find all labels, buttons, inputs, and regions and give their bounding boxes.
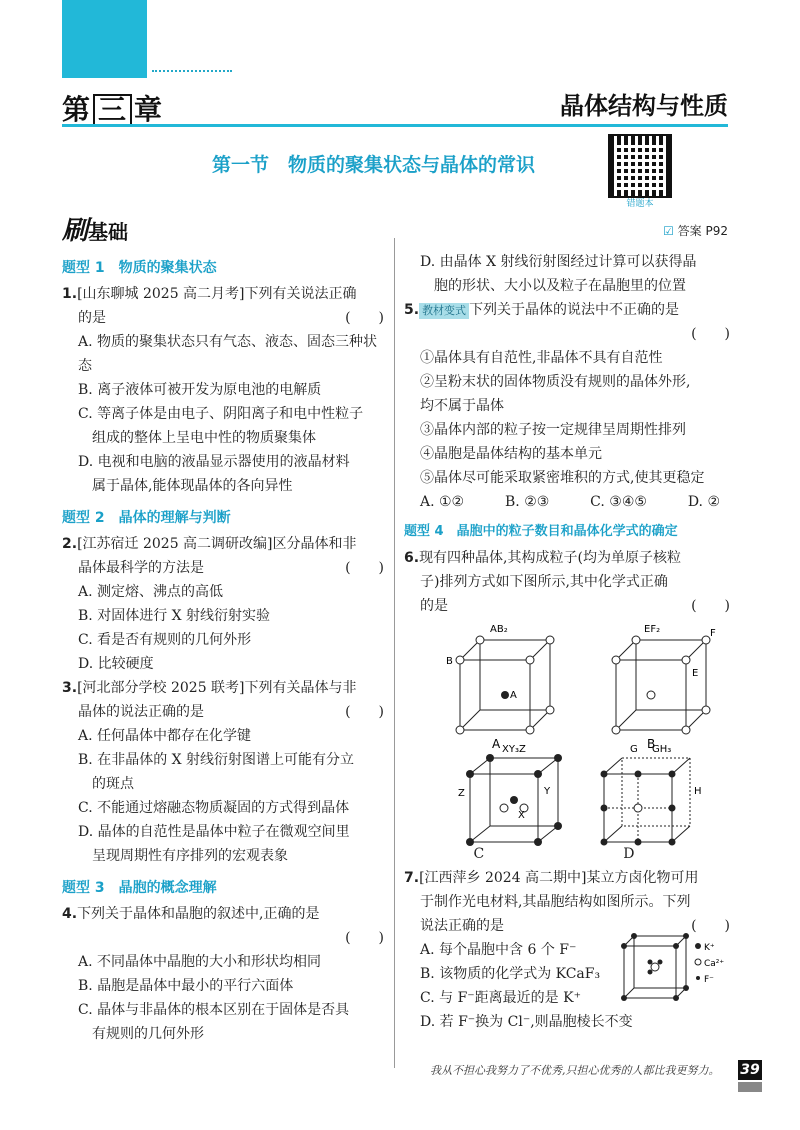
q5-option-a[interactable]: A. ①② [420,494,465,510]
q1-answer-blank[interactable]: ( ) [345,310,384,326]
footer-motto: 我从不担心我努力了不优秀,只担心优秀的人都比我更努力。 [430,1064,720,1077]
answer-ref-text: 答案 P92 [677,224,728,238]
chapter-prefix: 第 [62,93,92,126]
legend-ca: Ca²⁺ [704,959,725,969]
q7-text: [江西萍乡 2024 高二期中]某立方卤化物可用 [419,870,699,886]
q4-option-a[interactable]: A. 不同晶体中晶胞的大小和形状均相同 [78,954,322,970]
right-column [404,252,730,1034]
q3-number: 3. [62,680,78,696]
q6-text-cont2 [420,594,730,618]
q2-answer-blank[interactable]: ( ) [345,560,384,576]
q5-tag: 教材变式 [419,303,469,319]
topic-heading-3: 题型 3 晶胞的概念理解 [62,880,217,896]
q3-option-d-cont: 呈现周期性有序排列的宏观表象 [92,848,288,864]
q5-item-4: ④晶胞是晶体结构的基本单元 [420,446,602,462]
q2-option-c[interactable]: C. 看是否有规则的几何外形 [78,632,252,648]
fig-b-formula: EF₂ [644,624,661,635]
topic-heading-1: 题型 1 物质的聚集状态 [62,260,217,276]
q6-number: 6. [404,550,420,566]
q4-text: 下列关于晶体和晶胞的叙述中,正确的是 [77,906,320,922]
q1-text-cont [78,306,384,330]
q7-answer-blank[interactable]: ( ) [691,918,730,934]
brush-heading [62,210,128,247]
brush-char: 刷 [62,216,89,246]
q3-text: [河北部分学校 2025 联考]下列有关晶体与非 [77,680,357,696]
fig-c-label-z: Z [458,788,465,799]
q4-option-b[interactable]: B. 晶胞是晶体中最小的平行六面体 [78,978,294,994]
topic-heading-2: 题型 2 晶体的理解与判断 [62,510,231,526]
qr-code-icon[interactable] [608,134,672,198]
fig-c-label-x: X [518,810,525,821]
question-6 [404,546,730,570]
q1-option-c-cont: 组成的整体上呈电中性的物质聚集体 [92,430,316,446]
q3-option-b-cont: 的斑点 [92,776,134,792]
q1-option-d-cont: 属于晶体,能体现晶体的各向异性 [92,478,293,494]
q4-option-d-cont: 胞的形状、大小以及粒子在晶胞里的位置 [434,278,686,294]
q2-option-a[interactable]: A. 测定熔、沸点的高低 [78,584,224,600]
q5-paren-line [420,322,730,346]
question-2 [62,532,384,556]
q3-option-a[interactable]: A. 任何晶体中都存在化学键 [78,728,252,744]
q7-cell-diagram [620,932,730,1010]
q4-option-d[interactable]: D. 由晶体 X 射线衍射图经过计算可以获得晶 [420,254,697,270]
question-5 [404,298,730,322]
crystal-figures [404,618,730,846]
q5-answer-blank[interactable]: ( ) [691,326,730,342]
fig-c-formula: XY₃Z [502,744,526,755]
column-divider [394,238,395,1068]
q1-option-b[interactable]: B. 离子液体可被开发为原电池的电解质 [78,382,322,398]
q6-answer-blank[interactable]: ( ) [691,598,730,614]
question-4 [62,902,384,926]
q1-number: 1. [62,286,78,302]
q5-item-2-cont: 均不属于晶体 [420,398,504,414]
q6-text: 现有四种晶体,其构成粒子(均为单原子核粒 [419,550,681,566]
q4-option-c-cont: 有规则的几何外形 [92,1026,204,1042]
page-number: 39 [738,1060,762,1080]
page-number-bar [738,1082,762,1092]
fig-a-label-b: B [446,656,453,667]
question-3 [62,676,384,700]
q2-number: 2. [62,536,78,552]
q5-item-1: ①晶体具有自范性,非晶体不具有自范性 [420,350,663,366]
q2-option-b[interactable]: B. 对固体进行 X 射线衍射实验 [78,608,271,624]
fig-c-label-y: Y [544,786,551,797]
q3-option-d[interactable]: D. 晶体的自范性是晶体中粒子在微观空间里 [78,824,350,840]
q5-option-b[interactable]: B. ②③ [505,494,550,510]
q1-option-c[interactable]: C. 等离子体是由电子、阴阳离子和电中性粒子 [78,406,364,422]
legend-f: F⁻ [704,975,714,985]
q6-text3: 的是 [420,598,448,614]
q2-text2: 晶体最科学的方法是 [78,560,204,576]
q7-options-block [404,938,730,1034]
fig-c-caption: C [473,846,485,862]
header-dots [152,70,232,72]
q3-option-c[interactable]: C. 不能通过熔融态物质凝固的方式得到晶体 [78,800,350,816]
q3-text-cont [78,700,384,724]
q4-paren-line [78,926,384,950]
fig-b-caption: B [647,737,656,751]
fig-a-caption: A [492,737,501,751]
q7-option-c[interactable]: C. 与 F⁻距离最近的是 K⁺ [420,990,581,1006]
fig-d-caption: D [623,846,635,862]
left-column [62,252,384,1046]
chapter-number: 三 [93,94,132,126]
q5-options [420,490,720,514]
header-rule [62,124,728,127]
q7-text-cont: 于制作光电材料,其晶胞结构如图所示。下列 [420,894,691,910]
qr-label: 错题本 [626,199,654,209]
header-color-block [62,0,147,78]
q2-option-d[interactable]: D. 比较硬度 [78,656,154,672]
fig-d-label-g: G [630,744,638,755]
answer-ref [663,222,728,239]
q2-text-cont [78,556,384,580]
q7-option-a[interactable]: A. 每个晶胞中含 6 个 F⁻ [420,942,577,958]
fig-d-label-h: H [694,786,702,797]
q5-option-c[interactable]: C. ③④⑤ [590,494,647,510]
topic-heading-4: 题型 4 晶胞中的粒子数目和晶体化学式的确定 [404,524,678,539]
question-7 [404,866,730,890]
fig-a-label-a: A [510,690,517,701]
fig-b-label-e: E [692,668,699,679]
filled-atoms [466,691,676,846]
q1-text2: 的是 [78,310,106,326]
question-1 [62,282,384,306]
q5-text: 下列关于晶体的说法中不正确的是 [469,302,680,318]
q5-item-5: ⑤晶体尽可能采取紧密堆积的方式,使其更稳定 [420,470,705,486]
q4-option-c[interactable]: C. 晶体与非晶体的根本区别在于固体是否具 [78,1002,350,1018]
q2-text: [江苏宿迁 2025 高二调研改编]区分晶体和非 [77,536,357,552]
fig-d-formula: GH₃ [652,744,672,755]
check-icon: ☑ [663,224,674,238]
q5-number: 5. [404,302,420,318]
q7-option-d[interactable]: D. 若 F⁻换为 Cl⁻,则晶胞棱长不变 [420,1014,633,1030]
chapter-suffix: 章 [134,93,164,126]
q3-option-b[interactable]: B. 在非晶体的 X 射线衍射图谱上可能有分立 [78,752,355,768]
q4-answer-blank[interactable]: ( ) [345,930,384,946]
q5-item-2: ②呈粉末状的固体物质没有规则的晶体外形, [420,374,691,390]
q7-text3: 说法正确的是 [420,918,504,934]
q3-text2: 晶体的说法正确的是 [78,704,204,720]
brush-label: 基础 [88,220,129,244]
q6-text-cont: 子)排列方式如下图所示,其中化学式正确 [420,574,668,590]
chapter-title: 晶体结构与性质 [560,92,728,120]
q5-item-3: ③晶体内部的粒子按一定规律呈周期性排列 [420,422,686,438]
crystal-cells-svg [404,618,730,846]
fig-b-label-f: F [710,628,716,639]
chapter-label [62,88,163,128]
q7-option-b[interactable]: B. 该物质的化学式为 KCaF₃ [420,966,601,982]
q3-answer-blank[interactable]: ( ) [345,704,384,720]
q7-number: 7. [404,870,420,886]
q1-text: [山东聊城 2025 高二月考]下列有关说法正确 [77,286,357,302]
fig-a-formula: AB₂ [490,624,508,635]
legend-k: K⁺ [704,943,715,953]
q5-option-d[interactable]: D. ② [687,494,720,510]
q1-option-d[interactable]: D. 电视和电脑的液晶显示器使用的液晶材料 [78,454,350,470]
q1-option-a[interactable]: A. 物质的聚集状态只有气态、液态、固态三种状态 [78,334,378,374]
section-title: 第一节 物质的聚集状态与晶体的常识 [212,154,536,176]
q4-number: 4. [62,906,78,922]
